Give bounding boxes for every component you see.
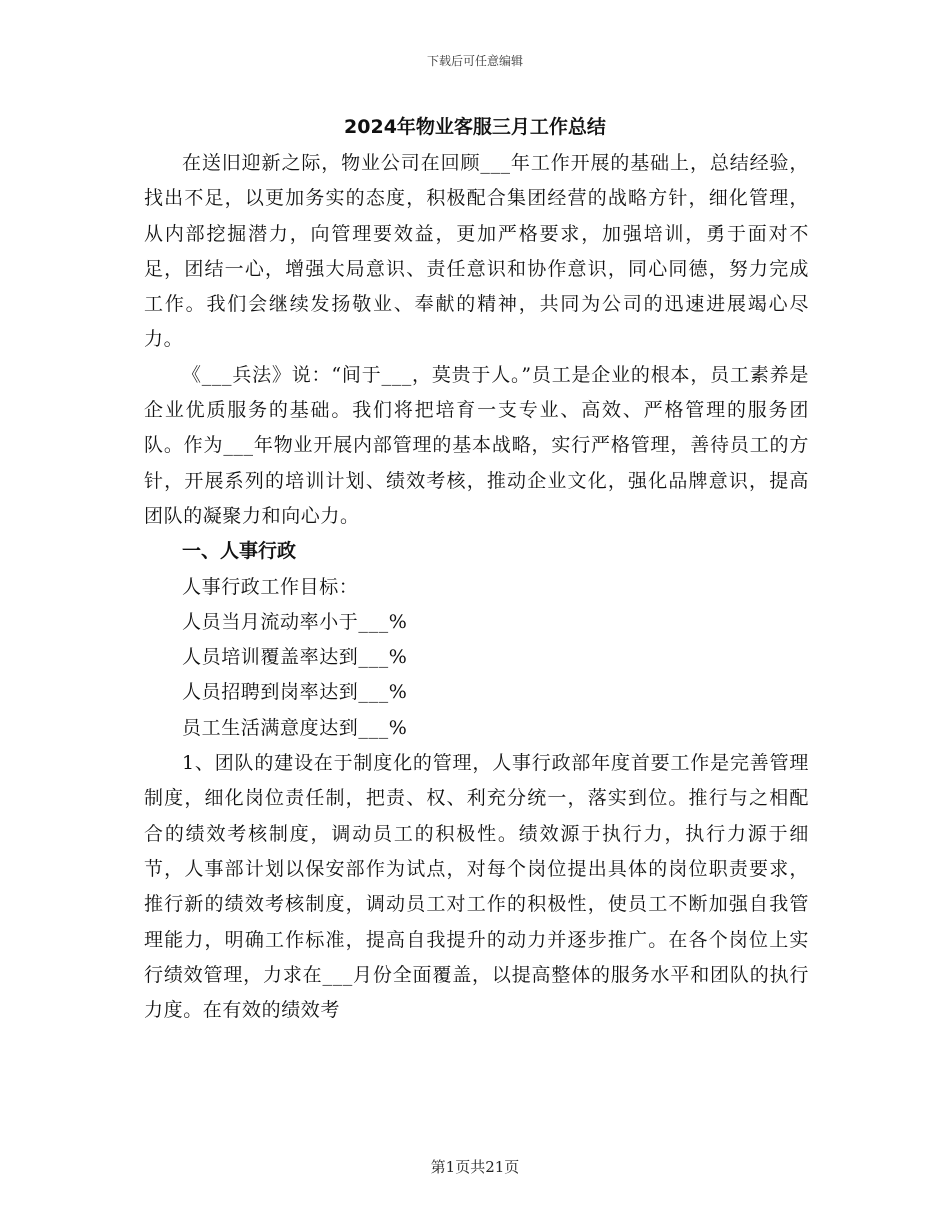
document-body — [144, 146, 809, 1028]
paragraph-intro: 在送旧迎新之际，物业公司在回顾___年工作开展的基础上，总结经验，找出不足，以更加务实的态度，积极配合集团经营的战略方针，细化管理，从内部挖掘潜力，向管理要效益，更加严格要求，加强培训，勇于面对不足，团结一心，增强大局意识、责任意识和协作意识，同心同德，努力完成工作。我们会继续发扬敬业、奉献的精神，共同为公司的迅速进展竭心尽力。 — [144, 152, 809, 351]
goals-label: 人事行政工作目标： — [182, 575, 359, 598]
section-heading-hr-admin: 一、人事行政 — [182, 540, 297, 563]
goal-item: 人员培训覆盖率达到___% — [182, 646, 408, 669]
document-title: 2024年物业客服三月工作总结 — [344, 116, 606, 138]
page-header-note: 下载后可任意编辑 — [426, 54, 523, 68]
paragraph-art-of-war: 《___兵法》说：“间于___，莫贵于人。”员工是企业的根本，员工素养是企业优质服务的基础。我们将把培育一支专业、高效、严格管理的服务团队。作为___年物业开展内部管理的基本战略，实行严格管理，善待员工的方针，开展系列的培训计划、绩效考核，推动企业文化，强化品牌意识，提高团队的凝聚力和向心力。 — [144, 363, 809, 527]
goal-item: 员工生活满意度达到___% — [182, 716, 408, 739]
paragraph-item-1: 1、团队的建设在于制度化的管理，人事行政部年度首要工作是完善管理制度，细化岗位责任制，把责、权、利充分统一，落实到位。推行与之相配合的绩效考核制度，调动员工的积极性。绩效源于执行力，执行力源于细节，人事部计划以保安部作为试点，对每个岗位提出具体的岗位职责要求，推行新的绩效考核制度，调动员工对工作的积极性，使员工不断加强自我管理能力，明确工作标准，提高自我提升的动力并逐步推广。在各个岗位上实行绩效管理，力求在___月份全面覆盖，以提高整体的服务水平和团队的执行力度。在有效的绩效考 — [144, 752, 809, 1022]
page-number: 第1页共21页 — [430, 1158, 520, 1176]
goal-item: 人员当月流动率小于___% — [182, 610, 408, 633]
goal-item: 人员招聘到岗率达到___% — [182, 681, 408, 704]
